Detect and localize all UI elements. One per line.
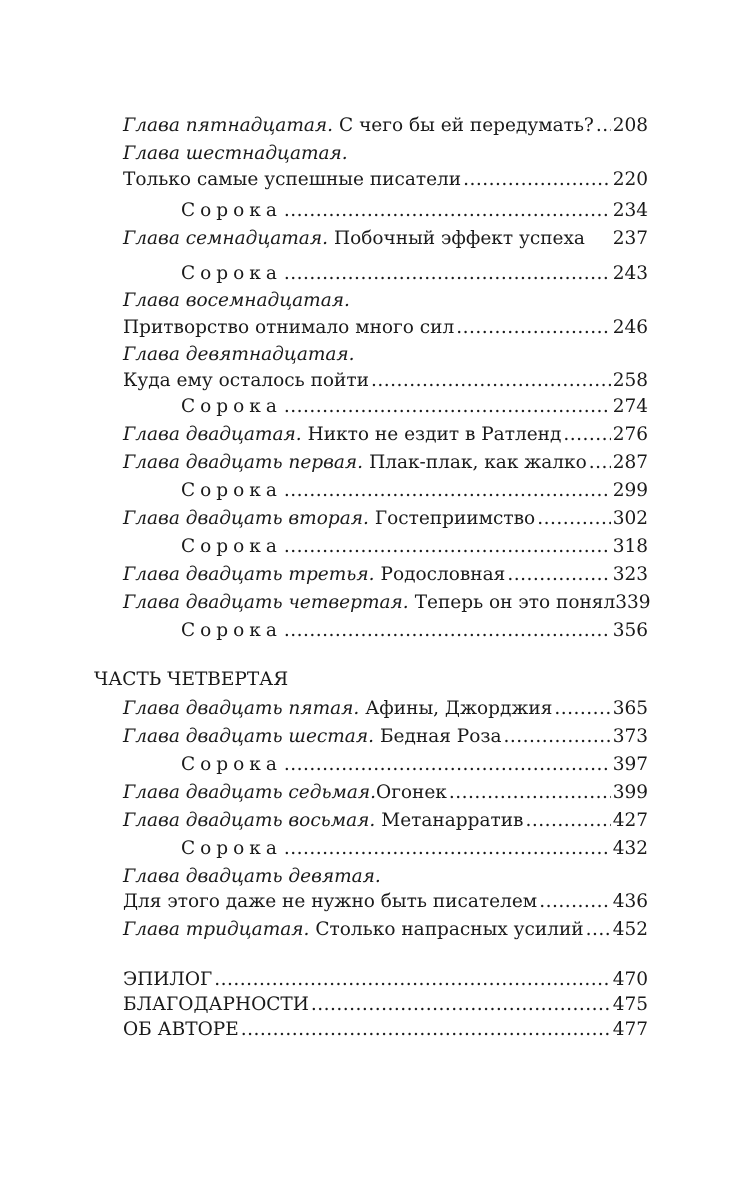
chapter-label: Глава пятнадцатая. bbox=[123, 115, 334, 136]
page-number: 399 bbox=[612, 782, 648, 803]
chapter-title: Только самые успешные писатели bbox=[123, 169, 462, 190]
toc-entry[interactable] bbox=[123, 591, 651, 615]
page-number: 258 bbox=[612, 370, 648, 391]
leader-dots bbox=[371, 369, 611, 393]
page-number: 237 bbox=[612, 228, 648, 249]
toc-entry[interactable] bbox=[123, 725, 648, 749]
page-number: 243 bbox=[612, 263, 648, 284]
leader-dots bbox=[554, 697, 610, 721]
toc-entry-continuation[interactable] bbox=[123, 369, 648, 393]
page-number: 365 bbox=[612, 698, 648, 719]
chapter-title: Гостеприимство bbox=[374, 508, 536, 529]
chapter-label: Глава двадцать третья. bbox=[123, 564, 375, 585]
chapter-label: Глава девятнадцатая. bbox=[123, 344, 355, 365]
chapter-title: Никто не ездит в Ратленд bbox=[307, 424, 562, 445]
leader-dots bbox=[525, 809, 610, 833]
toc-entry[interactable] bbox=[123, 289, 648, 313]
chapter-title: Метанарратив bbox=[381, 810, 524, 831]
toc-entry[interactable] bbox=[123, 343, 648, 367]
toc-entry-continuation[interactable] bbox=[123, 890, 648, 914]
toc-entry[interactable] bbox=[123, 142, 648, 166]
chapter-title: Огонек bbox=[376, 782, 447, 803]
leader-dots bbox=[449, 781, 611, 805]
section-title: Сорока bbox=[181, 536, 282, 557]
section-title: Сорока bbox=[181, 754, 282, 775]
toc-entry-soroka[interactable] bbox=[181, 262, 648, 286]
toc-entry[interactable] bbox=[123, 697, 648, 721]
toc-entry-about-author[interactable] bbox=[123, 1020, 648, 1040]
section-title: БЛАГОДАРНОСТИ bbox=[123, 994, 309, 1015]
chapter-title: Теперь он это понял bbox=[414, 592, 616, 613]
page-number: 452 bbox=[612, 919, 648, 940]
leader-dots bbox=[589, 451, 611, 475]
leader-dots bbox=[284, 535, 611, 559]
chapter-title: Притворство отнимало много сил bbox=[123, 317, 455, 338]
leader-dots bbox=[586, 918, 611, 942]
chapter-title: Столько напрасных усилий bbox=[315, 919, 584, 940]
leader-dots bbox=[284, 262, 611, 286]
chapter-title: Афины, Джорджия bbox=[365, 698, 553, 719]
leader-dots bbox=[537, 507, 611, 531]
page-number: 356 bbox=[612, 620, 648, 641]
chapter-label: Глава двадцать восьмая. bbox=[123, 810, 376, 831]
toc-entry[interactable] bbox=[123, 114, 648, 138]
toc-entry[interactable] bbox=[123, 423, 648, 447]
toc-entry-acknowledgements[interactable] bbox=[123, 995, 648, 1015]
leader-dots bbox=[214, 970, 610, 990]
chapter-title: Куда ему осталось пойти bbox=[123, 370, 369, 391]
page-number: 208 bbox=[612, 115, 648, 136]
chapter-label: Глава двадцать шестая. bbox=[123, 726, 374, 747]
chapter-label: Глава двадцать четвертая. bbox=[123, 592, 409, 613]
toc-entry[interactable] bbox=[123, 809, 648, 833]
page-number: 339 bbox=[615, 592, 651, 613]
toc-entry-continuation[interactable] bbox=[123, 316, 648, 340]
leader-dots bbox=[507, 563, 610, 587]
page-number: 436 bbox=[612, 891, 648, 912]
toc-entry[interactable] bbox=[123, 563, 648, 587]
leader-dots bbox=[456, 316, 610, 340]
chapter-title: Для этого даже не нужно быть писателем bbox=[123, 891, 538, 912]
toc-entry-continuation[interactable] bbox=[123, 168, 648, 192]
leader-dots bbox=[311, 995, 611, 1015]
leader-dots bbox=[563, 423, 610, 447]
page-number: 373 bbox=[612, 726, 648, 747]
page-number: 299 bbox=[612, 480, 648, 501]
toc-entry-soroka[interactable] bbox=[181, 753, 648, 777]
page-number: 220 bbox=[612, 169, 648, 190]
chapter-label: Глава двадцать вторая. bbox=[123, 508, 369, 529]
leader-dots bbox=[284, 479, 611, 503]
section-title: Сорока bbox=[181, 200, 282, 221]
chapter-title: Родословная bbox=[380, 564, 506, 585]
chapter-title: С чего бы ей передумать? bbox=[339, 115, 594, 136]
page-number: 287 bbox=[612, 452, 648, 473]
page-number: 234 bbox=[612, 200, 648, 221]
page-number: 302 bbox=[612, 508, 648, 529]
toc-entry[interactable] bbox=[123, 507, 648, 531]
leader-dots bbox=[596, 114, 611, 138]
section-title: Сорока bbox=[181, 263, 282, 284]
page-number: 397 bbox=[612, 754, 648, 775]
toc-entry-soroka[interactable] bbox=[181, 395, 648, 419]
section-title: Сорока bbox=[181, 480, 282, 501]
toc-entry[interactable] bbox=[123, 781, 648, 805]
chapter-label: Глава двадцать пятая. bbox=[123, 698, 360, 719]
page-number: 276 bbox=[612, 424, 648, 445]
chapter-title: Побочный эффект успеха bbox=[333, 228, 585, 249]
chapter-label: Глава семнадцатая. bbox=[123, 228, 328, 249]
section-title: Сорока bbox=[181, 396, 282, 417]
page-number: 323 bbox=[612, 564, 648, 585]
page-number: 274 bbox=[612, 396, 648, 417]
chapter-title: Бедная Роза bbox=[379, 726, 502, 747]
page-number: 475 bbox=[612, 994, 648, 1015]
toc-entry-soroka[interactable] bbox=[181, 479, 648, 503]
chapter-label: Глава тридцатая. bbox=[123, 919, 310, 940]
page-number: 432 bbox=[612, 838, 648, 859]
chapter-label: Глава восемнадцатая. bbox=[123, 290, 350, 311]
page-number: 470 bbox=[612, 969, 648, 990]
toc-entry-soroka[interactable] bbox=[181, 199, 648, 223]
leader-dots bbox=[241, 1020, 611, 1040]
toc-entry-soroka[interactable] bbox=[181, 837, 648, 861]
toc-entry[interactable] bbox=[123, 918, 648, 942]
leader-dots bbox=[284, 199, 611, 223]
toc-entry-epilogue[interactable] bbox=[123, 970, 648, 990]
toc-entry-soroka[interactable] bbox=[181, 535, 648, 559]
page-number: 246 bbox=[612, 317, 648, 338]
chapter-title: Плак-плак, как жалко bbox=[369, 452, 587, 473]
chapter-label: Глава двадцать первая. bbox=[123, 452, 364, 473]
chapter-label: Глава двадцать девятая. bbox=[123, 866, 381, 887]
toc-entry[interactable] bbox=[123, 227, 648, 251]
section-title: ЭПИЛОГ bbox=[123, 969, 213, 990]
leader-dots bbox=[504, 725, 611, 749]
page-number: 318 bbox=[612, 536, 648, 557]
leader-dots bbox=[539, 890, 611, 914]
leader-dots bbox=[284, 753, 611, 777]
page-number: 477 bbox=[612, 1019, 648, 1040]
chapter-label: Глава двадцать седьмая. bbox=[123, 782, 377, 803]
page-number: 427 bbox=[612, 810, 648, 831]
part-heading[interactable]: ЧАСТЬ ЧЕТВЕРТАЯ bbox=[94, 669, 289, 690]
chapter-label: Глава шестнадцатая. bbox=[123, 143, 348, 164]
section-title: Сорока bbox=[181, 838, 282, 859]
leader-dots bbox=[284, 619, 611, 643]
toc-entry-soroka[interactable] bbox=[181, 619, 648, 643]
leader-dots bbox=[284, 837, 611, 861]
toc-entry[interactable] bbox=[123, 865, 648, 889]
section-title: ОБ АВТОРЕ bbox=[123, 1019, 239, 1040]
leader-dots bbox=[463, 168, 611, 192]
section-title: Сорока bbox=[181, 620, 282, 641]
leader-dots bbox=[284, 395, 611, 419]
toc-entry[interactable] bbox=[123, 451, 648, 475]
chapter-label: Глава двадцатая. bbox=[123, 424, 302, 445]
